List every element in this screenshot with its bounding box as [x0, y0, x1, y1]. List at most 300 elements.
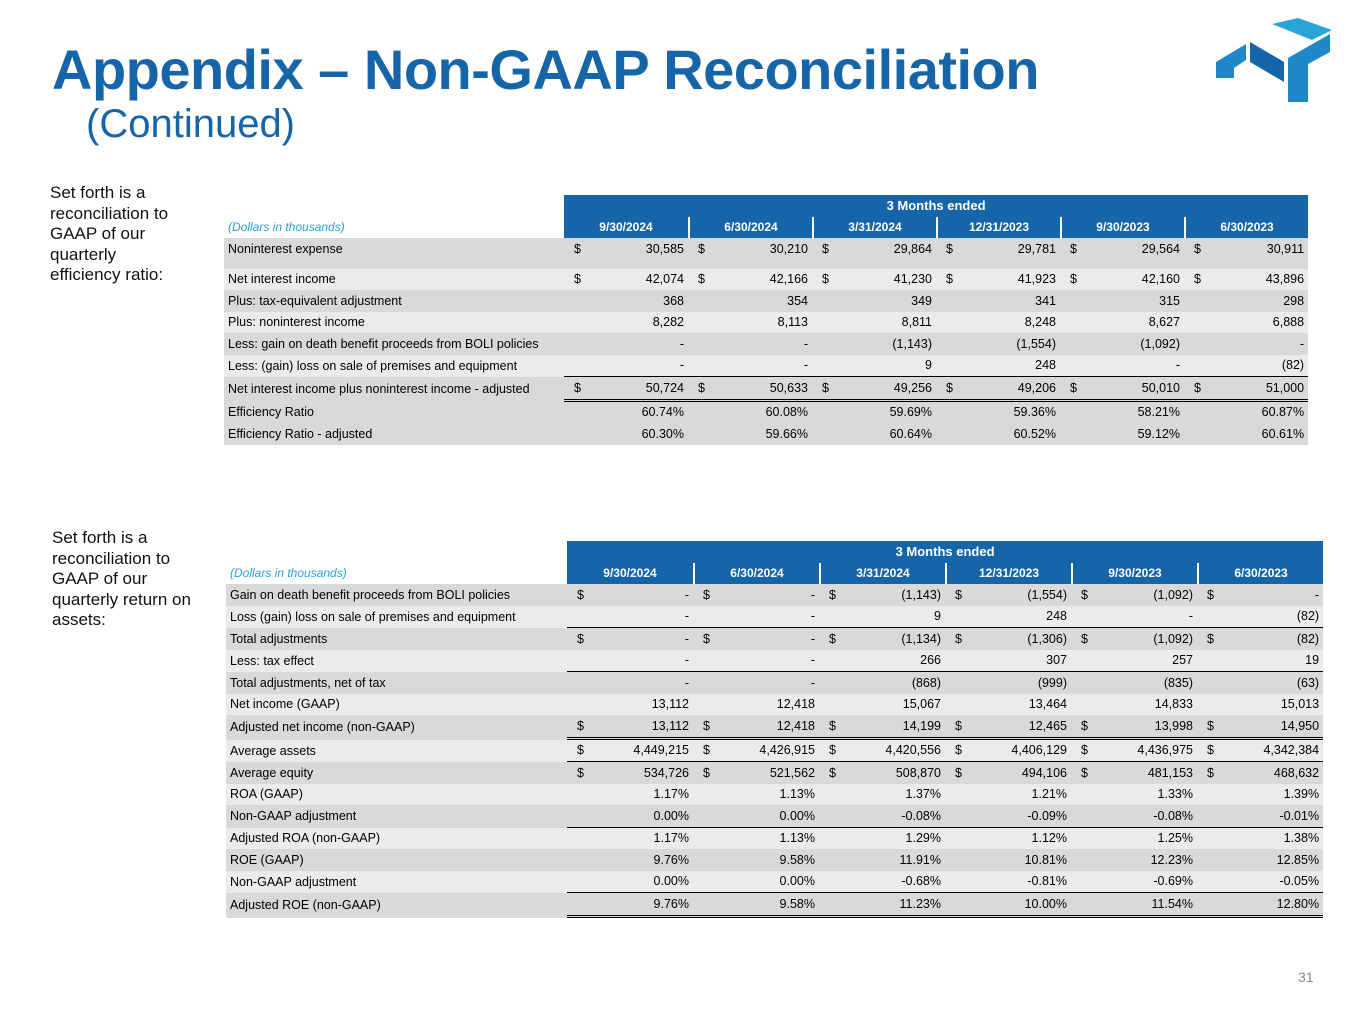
dollar-sign: $ — [1184, 269, 1198, 291]
cell-value: - — [1198, 333, 1308, 355]
cell-value: 50,724 — [578, 377, 688, 402]
cell-value: - — [702, 355, 812, 378]
dollar-sign — [693, 672, 707, 694]
dollar-sign — [1184, 423, 1198, 445]
table-row — [226, 628, 1323, 650]
dollar-sign — [945, 694, 959, 716]
column-header: 9/30/2024 — [567, 563, 693, 585]
dollar-sign — [1197, 828, 1211, 850]
cell-value: 12.80% — [1211, 893, 1323, 918]
table-row — [224, 290, 1308, 312]
cell-value: -0.05% — [1211, 871, 1323, 894]
cell-value: 1.29% — [833, 828, 945, 850]
dollar-sign — [936, 333, 950, 355]
row-label: Gain on death benefit proceeds from BOLI policies — [226, 584, 567, 606]
dollar-sign — [812, 402, 826, 424]
dollar-sign: $ — [564, 377, 578, 402]
cell-value: 8,627 — [1074, 312, 1184, 334]
cell-value: 0.00% — [581, 871, 693, 894]
cell-value: - — [707, 584, 819, 606]
column-header: 12/31/2023 — [945, 563, 1071, 585]
dollar-sign: $ — [693, 740, 707, 763]
cell-value: 8,811 — [826, 312, 936, 334]
header-band: 3 Months ended — [567, 541, 1323, 563]
row-label: Noninterest expense — [224, 238, 564, 260]
dollar-sign — [936, 402, 950, 424]
cell-value: (63) — [1211, 672, 1323, 694]
dollar-sign — [1071, 805, 1085, 828]
cell-value: 4,420,556 — [833, 740, 945, 763]
cell-value: - — [707, 606, 819, 629]
dollar-sign: $ — [819, 740, 833, 763]
dollar-sign — [819, 805, 833, 828]
cell-value: - — [1085, 606, 1197, 629]
dollar-sign: $ — [567, 628, 581, 650]
cell-value: 14,199 — [833, 715, 945, 740]
dollar-sign — [812, 312, 826, 334]
dollar-sign: $ — [936, 238, 950, 260]
cell-value: - — [702, 333, 812, 355]
cell-value: 29,864 — [826, 238, 936, 260]
cell-value: 12,418 — [707, 715, 819, 740]
dollar-sign — [567, 805, 581, 828]
column-header: 6/30/2024 — [688, 217, 812, 239]
cell-value: 8,282 — [578, 312, 688, 334]
dollar-sign — [936, 423, 950, 445]
dollar-sign — [1071, 893, 1085, 918]
dollar-sign — [693, 893, 707, 918]
cell-value: 58.21% — [1074, 402, 1184, 424]
cell-value: 4,426,915 — [707, 740, 819, 763]
cell-value: 4,449,215 — [581, 740, 693, 763]
cell-value: 42,074 — [578, 269, 688, 291]
cell-value: 494,106 — [959, 762, 1071, 784]
dollar-sign — [945, 650, 959, 673]
dollar-sign: $ — [819, 715, 833, 740]
cell-value: 19 — [1211, 650, 1323, 673]
dollar-sign: $ — [1197, 715, 1211, 740]
column-header: 9/30/2023 — [1060, 217, 1184, 239]
cell-value: 9.76% — [581, 849, 693, 871]
row-label: ROA (GAAP) — [226, 784, 567, 806]
dollar-sign: $ — [1197, 762, 1211, 784]
table-row — [224, 377, 1308, 402]
cell-value: 60.52% — [950, 423, 1060, 445]
cell-value: - — [707, 628, 819, 650]
dollar-sign: $ — [1197, 628, 1211, 650]
dollar-sign — [936, 290, 950, 312]
cell-value: 1.25% — [1085, 828, 1197, 850]
cell-value: 481,153 — [1085, 762, 1197, 784]
row-label: Less: (gain) loss on sale of premises and equipment — [224, 355, 564, 378]
return-on-assets-table — [226, 541, 1323, 918]
dollar-sign — [1071, 828, 1085, 850]
dollar-sign — [812, 333, 826, 355]
table-row — [226, 715, 1323, 740]
dollar-sign — [819, 828, 833, 850]
table-row — [226, 871, 1323, 894]
cell-value: 14,950 — [1211, 715, 1323, 740]
row-label: Net interest income — [224, 269, 564, 291]
dollar-sign — [812, 423, 826, 445]
row-label: Efficiency Ratio - adjusted — [224, 423, 564, 445]
dollar-sign: $ — [688, 269, 702, 291]
cell-value: -0.08% — [1085, 805, 1197, 828]
row-label: Non-GAAP adjustment — [226, 805, 567, 828]
dollar-sign: $ — [693, 584, 707, 606]
dollar-sign: $ — [564, 238, 578, 260]
cell-value: 4,342,384 — [1211, 740, 1323, 763]
cell-value: - — [578, 333, 688, 355]
table-row — [224, 402, 1308, 424]
dollar-sign: $ — [567, 584, 581, 606]
row-label: Average assets — [226, 740, 567, 763]
dollar-sign — [1071, 784, 1085, 806]
table-row — [226, 762, 1323, 784]
cell-value: 14,833 — [1085, 694, 1197, 716]
dollar-sign — [693, 805, 707, 828]
header-spacer — [224, 195, 564, 217]
table-row — [226, 805, 1323, 828]
cell-value: 307 — [959, 650, 1071, 673]
cell-value: 9.76% — [581, 893, 693, 918]
cell-value: -0.81% — [959, 871, 1071, 894]
cell-value: (1,143) — [833, 584, 945, 606]
dollar-sign — [567, 784, 581, 806]
row-label: Efficiency Ratio — [224, 402, 564, 424]
section1-intro: Set forth is a reconciliation to GAAP of our quarterly efficiency ratio: — [50, 183, 169, 284]
column-header: 3/31/2024 — [812, 217, 936, 239]
dollar-sign: $ — [945, 762, 959, 784]
dollar-sign — [945, 849, 959, 871]
row-label: Total adjustments, net of tax — [226, 672, 567, 694]
cell-value: 59.12% — [1074, 423, 1184, 445]
dollar-sign — [564, 402, 578, 424]
dollar-sign: $ — [1197, 740, 1211, 763]
header-band: 3 Months ended — [564, 195, 1308, 217]
dollar-sign — [567, 871, 581, 894]
table-row — [224, 333, 1308, 355]
cell-value: -0.68% — [833, 871, 945, 894]
dollar-sign — [1197, 871, 1211, 894]
cell-value: -0.69% — [1085, 871, 1197, 894]
dollar-sign: $ — [1071, 740, 1085, 763]
table-row — [226, 740, 1323, 763]
dollar-sign — [688, 423, 702, 445]
cell-value: 13,464 — [959, 694, 1071, 716]
row-label: Total adjustments — [226, 628, 567, 650]
cell-value: (1,143) — [826, 333, 936, 355]
dollar-sign: $ — [1184, 377, 1198, 402]
table-row — [226, 784, 1323, 806]
dollar-sign — [1071, 694, 1085, 716]
cell-value: 9 — [833, 606, 945, 629]
dollar-sign — [945, 672, 959, 694]
spacer-row — [224, 260, 1308, 269]
cell-value: - — [707, 672, 819, 694]
dollar-sign — [564, 423, 578, 445]
cell-value: 49,256 — [826, 377, 936, 402]
cell-value: 1.39% — [1211, 784, 1323, 806]
table-row — [224, 423, 1308, 445]
dollar-sign — [1197, 672, 1211, 694]
dollar-sign — [1197, 650, 1211, 673]
cell-value: 12.85% — [1211, 849, 1323, 871]
cell-value: 8,113 — [702, 312, 812, 334]
cell-value: 1.17% — [581, 828, 693, 850]
cell-value: - — [1074, 355, 1184, 378]
cell-value: 298 — [1198, 290, 1308, 312]
cell-value: 6,888 — [1198, 312, 1308, 334]
cell-value: 248 — [950, 355, 1060, 378]
dollar-sign — [936, 312, 950, 334]
cell-value: 0.00% — [581, 805, 693, 828]
dollar-sign — [567, 893, 581, 918]
dollar-sign — [819, 849, 833, 871]
cell-value: 1.38% — [1211, 828, 1323, 850]
cell-value: 4,436,975 — [1085, 740, 1197, 763]
cell-value: (82) — [1211, 606, 1323, 629]
header-band-row — [224, 195, 1308, 217]
cell-value: (1,554) — [959, 584, 1071, 606]
table-row — [224, 269, 1308, 291]
dollar-sign: $ — [812, 377, 826, 402]
cell-value: 1.13% — [707, 784, 819, 806]
row-label: Adjusted ROE (non-GAAP) — [226, 893, 567, 918]
dollar-sign — [564, 312, 578, 334]
dollar-sign: $ — [1184, 238, 1198, 260]
dollar-sign — [1071, 871, 1085, 894]
dollar-sign — [819, 871, 833, 894]
row-label: Loss (gain) loss on sale of premises and equipment — [226, 606, 567, 629]
dollar-sign — [693, 650, 707, 673]
table-row — [226, 672, 1323, 694]
cell-value: -0.01% — [1211, 805, 1323, 828]
dollar-sign: $ — [812, 269, 826, 291]
cell-value: 257 — [1085, 650, 1197, 673]
section2-intro: Set forth is a reconciliation to GAAP of our quarterly return on assets: — [52, 528, 191, 629]
row-label: Adjusted ROA (non-GAAP) — [226, 828, 567, 850]
row-label: Non-GAAP adjustment — [226, 871, 567, 894]
dollar-sign — [1060, 402, 1074, 424]
cell-value: 60.08% — [702, 402, 812, 424]
dollar-sign: $ — [688, 377, 702, 402]
units-note: (Dollars in thousands) — [228, 220, 345, 235]
table-row — [226, 650, 1323, 673]
column-header: 9/30/2024 — [564, 217, 688, 239]
cell-value: -0.08% — [833, 805, 945, 828]
dollar-sign: $ — [693, 715, 707, 740]
column-header: 3/31/2024 — [819, 563, 945, 585]
dollar-sign — [693, 871, 707, 894]
cell-value: 12,465 — [959, 715, 1071, 740]
cell-value: 60.61% — [1198, 423, 1308, 445]
dollar-sign — [688, 402, 702, 424]
dollar-sign: $ — [819, 762, 833, 784]
dollar-sign: $ — [945, 740, 959, 763]
cell-value: 59.66% — [702, 423, 812, 445]
dollar-sign — [1071, 606, 1085, 629]
dollar-sign — [1197, 606, 1211, 629]
cell-value: 59.69% — [826, 402, 936, 424]
cell-value: 1.33% — [1085, 784, 1197, 806]
dollar-sign: $ — [819, 584, 833, 606]
dollar-sign — [564, 290, 578, 312]
cell-value: 0.00% — [707, 871, 819, 894]
cell-value: 13,112 — [581, 694, 693, 716]
cell-value: 30,911 — [1198, 238, 1308, 260]
row-label: Less: gain on death benefit proceeds from BOLI policies — [224, 333, 564, 355]
cell-value: 534,726 — [581, 762, 693, 784]
table-row — [226, 828, 1323, 850]
dollar-sign — [812, 355, 826, 378]
dollar-sign: $ — [688, 238, 702, 260]
cell-value: (1,092) — [1074, 333, 1184, 355]
header-columns-row — [224, 217, 1308, 239]
row-label: Plus: tax-equivalent adjustment — [224, 290, 564, 312]
cell-value: 15,013 — [1211, 694, 1323, 716]
dollar-sign — [1184, 333, 1198, 355]
cell-value: 8,248 — [950, 312, 1060, 334]
dollar-sign — [1197, 784, 1211, 806]
row-label: Average equity — [226, 762, 567, 784]
cell-value: 11.91% — [833, 849, 945, 871]
dollar-sign: $ — [693, 762, 707, 784]
cell-value: 51,000 — [1198, 377, 1308, 402]
cell-value: 29,564 — [1074, 238, 1184, 260]
dollar-sign — [688, 355, 702, 378]
cell-value: 29,781 — [950, 238, 1060, 260]
company-logo — [1212, 18, 1334, 106]
cell-value: 521,562 — [707, 762, 819, 784]
cell-value: 11.54% — [1085, 893, 1197, 918]
dollar-sign — [567, 650, 581, 673]
dollar-sign — [819, 672, 833, 694]
row-label: Adjusted net income (non-GAAP) — [226, 715, 567, 740]
dollar-sign — [693, 606, 707, 629]
dollar-sign: $ — [812, 238, 826, 260]
page-subtitle: (Continued) — [86, 102, 296, 146]
cell-value: 0.00% — [707, 805, 819, 828]
dollar-sign — [945, 805, 959, 828]
dollar-sign — [819, 784, 833, 806]
dollar-sign: $ — [1060, 269, 1074, 291]
cell-value: 368 — [578, 290, 688, 312]
cell-value: 60.30% — [578, 423, 688, 445]
dollar-sign: $ — [567, 715, 581, 740]
cell-value: (835) — [1085, 672, 1197, 694]
dollar-sign — [564, 355, 578, 378]
cell-value: 30,585 — [578, 238, 688, 260]
dollar-sign — [1071, 650, 1085, 673]
cell-value: 1.17% — [581, 784, 693, 806]
dollar-sign — [1197, 849, 1211, 871]
efficiency-ratio-table — [224, 195, 1308, 445]
dollar-sign: $ — [936, 377, 950, 402]
dollar-sign — [1060, 423, 1074, 445]
units-note: (Dollars in thousands) — [230, 566, 347, 581]
cell-value: 43,896 — [1198, 269, 1308, 291]
dollar-sign: $ — [693, 628, 707, 650]
dollar-sign — [693, 694, 707, 716]
cell-value: 12,418 — [707, 694, 819, 716]
cell-value: 50,010 — [1074, 377, 1184, 402]
dollar-sign — [945, 893, 959, 918]
cell-value: 341 — [950, 290, 1060, 312]
cell-value: 41,923 — [950, 269, 1060, 291]
cell-value: 60.64% — [826, 423, 936, 445]
page-number: 31 — [1298, 969, 1314, 985]
table-row — [226, 584, 1323, 606]
cell-value: - — [1211, 584, 1323, 606]
cell-value: 13,112 — [581, 715, 693, 740]
cell-value: 60.74% — [578, 402, 688, 424]
cell-value: -0.09% — [959, 805, 1071, 828]
row-label: Less: tax effect — [226, 650, 567, 673]
dollar-sign — [1197, 893, 1211, 918]
dollar-sign — [564, 333, 578, 355]
cell-value: 15,067 — [833, 694, 945, 716]
dollar-sign: $ — [1071, 762, 1085, 784]
dollar-sign: $ — [945, 715, 959, 740]
cell-value: 9.58% — [707, 849, 819, 871]
dollar-sign — [812, 290, 826, 312]
header-columns-row — [226, 563, 1323, 585]
dollar-sign — [1197, 805, 1211, 828]
cell-value: 468,632 — [1211, 762, 1323, 784]
dollar-sign: $ — [1071, 584, 1085, 606]
cell-value: 12.23% — [1085, 849, 1197, 871]
dollar-sign — [945, 606, 959, 629]
dollar-sign — [945, 871, 959, 894]
dollar-sign — [688, 333, 702, 355]
dollar-sign: $ — [1071, 628, 1085, 650]
cell-value: - — [581, 672, 693, 694]
cell-value: - — [581, 650, 693, 673]
dollar-sign: $ — [1060, 377, 1074, 402]
cell-value: 42,166 — [702, 269, 812, 291]
header-spacer — [226, 541, 567, 563]
table-row — [224, 238, 1308, 260]
dollar-sign — [693, 784, 707, 806]
cell-value: (1,092) — [1085, 628, 1197, 650]
cell-value: 50,633 — [702, 377, 812, 402]
table-row — [224, 355, 1308, 378]
row-label: ROE (GAAP) — [226, 849, 567, 871]
dollar-sign: $ — [564, 269, 578, 291]
cell-value: 508,870 — [833, 762, 945, 784]
cell-value: 9.58% — [707, 893, 819, 918]
dollar-sign — [1071, 849, 1085, 871]
cell-value: 10.81% — [959, 849, 1071, 871]
cell-value: 59.36% — [950, 402, 1060, 424]
dollar-sign — [945, 828, 959, 850]
cell-value: 30,210 — [702, 238, 812, 260]
cell-value: (1,554) — [950, 333, 1060, 355]
cell-value: (1,092) — [1085, 584, 1197, 606]
column-header: 12/31/2023 — [936, 217, 1060, 239]
cell-value: (999) — [959, 672, 1071, 694]
dollar-sign: $ — [567, 740, 581, 763]
dollar-sign: $ — [1071, 715, 1085, 740]
row-label: Plus: noninterest income — [224, 312, 564, 334]
cell-value: 49,206 — [950, 377, 1060, 402]
cell-value: 9 — [826, 355, 936, 378]
cell-value: 60.87% — [1198, 402, 1308, 424]
dollar-sign — [567, 606, 581, 629]
dollar-sign — [1197, 694, 1211, 716]
cell-value: 13,998 — [1085, 715, 1197, 740]
